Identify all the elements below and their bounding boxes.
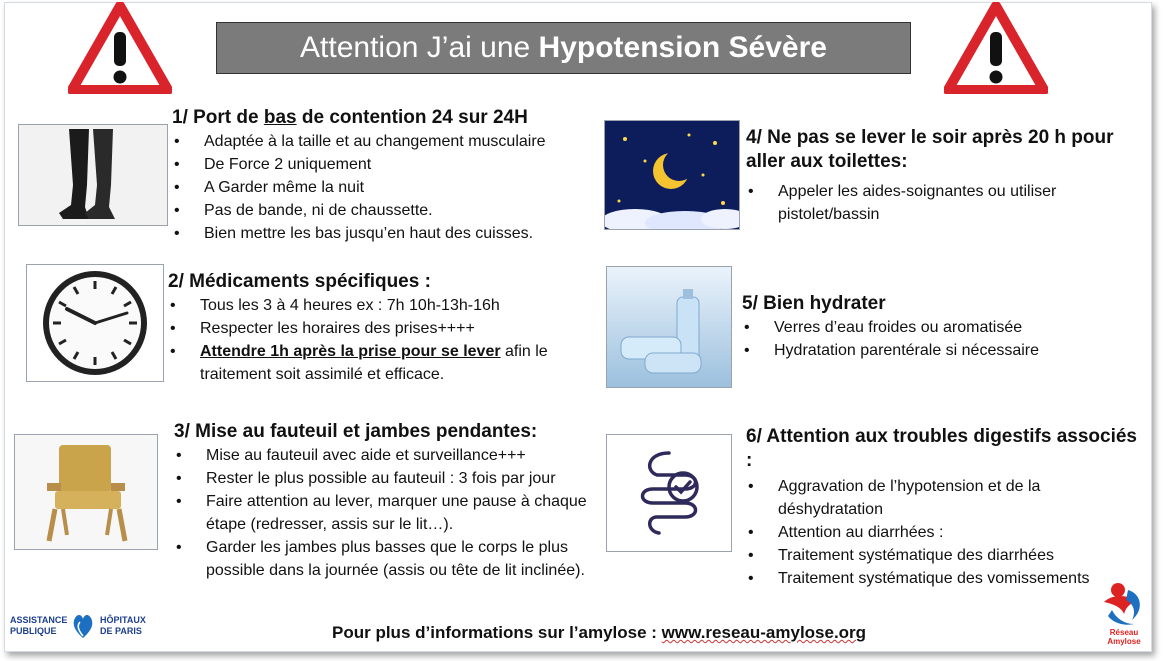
list-item: • Traitement systématique des diarrhées [746, 544, 1146, 567]
reseau-amylose-logo: Réseau Amylose [1098, 580, 1150, 648]
list-item: • Pas de bande, ni de chaussette. [172, 199, 592, 222]
section-4 [746, 126, 1116, 226]
list-item: • Rester le plus possible au fauteuil : 3 fois par jour [174, 467, 596, 490]
list-item: • Traitement systématique des vomissements [746, 567, 1146, 590]
section-5-title: 5/ Bien hydrater [742, 293, 886, 314]
list-item: • Adaptée à la taille et au changement musculaire [172, 130, 592, 153]
intestine-icon [606, 434, 732, 552]
list-item: • Faire attention au lever, marquer une pause à chaque étape (redresser, assis sur le lit…). [174, 490, 596, 536]
title-prefix: Attention J’ai une [300, 31, 531, 64]
section-2 [168, 270, 588, 386]
section-3-title: 3/ Mise au fauteuil et jambes pendantes: [174, 421, 538, 442]
section-6 [746, 425, 1146, 590]
list-item: • Attendre 1h après la prise pour se lever afin le traitement soit assimilé et efficace. [168, 340, 588, 386]
water-bottles-image [606, 266, 732, 388]
page-title [216, 22, 911, 74]
list-item: • De Force 2 uniquement [172, 153, 592, 176]
footer-prefix: Pour plus d’informations sur l’amylose : [332, 623, 662, 642]
warning-icon [68, 2, 172, 94]
warning-icon [944, 2, 1048, 94]
title-bold: Hypotension Sévère [538, 31, 827, 64]
aphp-logo: ASSISTANCE PUBLIQUE HÔPITAUX DE PARIS [10, 612, 160, 642]
section-4-title: 4/ Ne pas se lever le soir après 20 h pour aller aux toilettes: [746, 127, 1114, 172]
section-1 [172, 106, 592, 245]
list-item: • Bien mettre les bas jusqu’en haut des cuisses. [172, 222, 592, 245]
list-item: • Attention au diarrhées : [746, 521, 1146, 544]
list-item: • Hydratation parentérale si nécessaire [742, 339, 1112, 362]
stockings-image [18, 124, 168, 226]
list-item: • Respecter les horaires des prises++++ [168, 317, 588, 340]
reseau-amylose-icon [1098, 580, 1150, 628]
section-2-title: 2/ Médicaments spécifiques : [168, 271, 431, 292]
list-item: • Tous les 3 à 4 heures ex : 7h 10h-13h-16h [168, 294, 588, 317]
footer-info [332, 623, 866, 643]
section-6-title: 6/ Attention aux troubles digestifs associés : [746, 426, 1138, 471]
list-item: • Appeler les aides-soignantes ou utiliser pistolet/bassin [746, 180, 1116, 226]
clock-image [26, 264, 164, 382]
list-item: • Verres d’eau froides ou aromatisée [742, 316, 1112, 339]
section-5 [742, 292, 1112, 362]
footer-link[interactable]: www.reseau-amylose.org [661, 623, 867, 642]
list-item: • Garder les jambes plus basses que le corps le plus possible dans la journée (assis ou tête de lit inclinée). [174, 536, 596, 582]
section-3 [174, 420, 596, 582]
armchair-image [14, 434, 158, 550]
aphp-heart-icon [72, 612, 94, 640]
section-1-title: 1/ Port de bas de contention 24 sur 24H [172, 107, 528, 128]
list-item: • Mise au fauteuil avec aide et surveillance+++ [174, 444, 596, 467]
list-item: • Aggravation de l’hypotension et de la déshydratation [746, 475, 1146, 521]
night-moon-image [604, 120, 740, 230]
list-item: • A Garder même la nuit [172, 176, 592, 199]
